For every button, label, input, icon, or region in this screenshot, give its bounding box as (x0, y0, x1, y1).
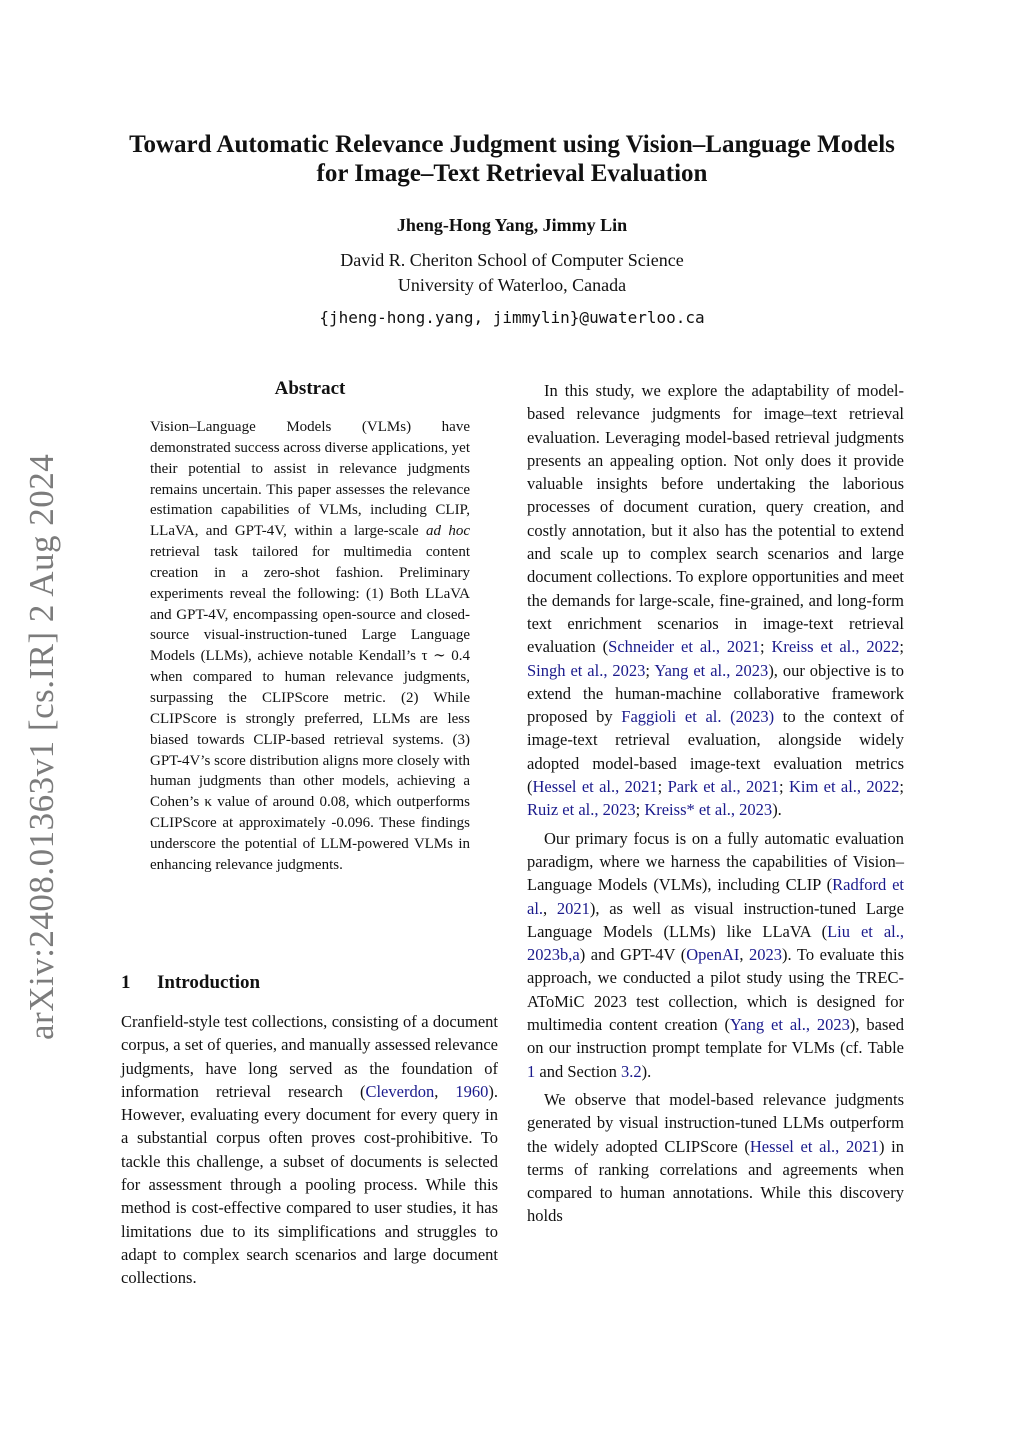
text-run: ), based on our instruction prompt template for VLMs (cf. Table (527, 1015, 904, 1058)
paper-title: Toward Automatic Relevance Judgment using Vision–Language Models for Image–Text Retrieval Evaluation (129, 131, 895, 187)
section-title: Introduction (157, 972, 261, 993)
citation-link[interactable]: Kreiss* et al., 2023 (644, 800, 773, 820)
citation-link[interactable]: Cleverdon (365, 1081, 435, 1101)
text-run: ). However, evaluating every document for every query in a substantial corpus often proves cost-prohibitive. To tackle this challenge, a subset of documents is selected for assessment through a pooling process. While this method is cost-effective compared to user studies, it has limitations due to its simplifications and struggles to adapt to complex search scenarios and large document collections. (121, 1081, 499, 1288)
text-run: ). (772, 800, 782, 820)
citation-link[interactable]: Ruiz et al., 2023 (527, 800, 636, 820)
text-run: ), as well as visual instruction-tuned Large Language Models (LLMs) like LLaVA ( (527, 898, 904, 941)
citation-link[interactable]: Yang et al., 2023 (730, 1015, 850, 1035)
citation-link[interactable]: Hessel et al., 2021 (749, 1136, 879, 1156)
arxiv-identifier: arXiv:2408.01363v1 [cs.IR] 2 Aug 2024 (22, 453, 61, 1040)
citation-link[interactable]: Hessel et al., 2021 (532, 777, 658, 797)
affiliation (112, 248, 912, 298)
abstract-part-2: retrieval task tailored for multimedia content creation in a zero-shot fashion. Preliminary experiments reveal the following: (1) Both LLaVA and GPT-4V, encompassing open-source and closed-source visual-instruction-tuned Large Language Models (LLMs), achieve notable Kendall’s τ ∼ 0.4 when compared to human relevance judgments, surpassing the CLIPScore metric. (2) While CLIPScore is strongly preferred, LLMs are less biased towards CLIP-based retrieval systems. (3) GPT-4V’s score distribution aligns more closely with human judgments than other models, achieving a Cohen’s κ value of around 0.08, which outperforms CLIPScore at approximately -0.096. These findings underscore the potential of LLM-powered VLMs in enhancing relevance judgments. (150, 544, 470, 873)
text-run: to the context of image-text retrieval evaluation, alongside widely adopted model-based image-text evaluation metrics ( (527, 707, 904, 797)
text-run: Cranfield-style test collections, consisting of a document corpus, a set of queries, and manually assessed relevance judgments, have long served as the foundation of information retrieval research ( (121, 1012, 498, 1101)
text-run: ) in terms of ranking correlations and agreements when compared to human annotations. While this discovery holds (527, 1136, 904, 1226)
affiliation-line-2: University of Waterloo, Canada (397, 275, 627, 295)
abstract-part-1: Vision–Language Models (VLMs) have demonstrated success across diverse applications, yet their potential to assist in relevance judgments remains uncertain. This paper assesses the relevance estimation capabilities of VLMs, including CLIP, LLaVA, and GPT-4V, within a large-scale (150, 419, 470, 540)
author-email: {jheng-hong.yang, jimmylin}@uwaterloo.ca (319, 308, 705, 327)
citation-link[interactable]: Schneider et al., 2021 (608, 637, 760, 657)
citation-link[interactable]: (2023) (730, 707, 775, 727)
citation-link[interactable]: Faggioli et al. (621, 707, 722, 727)
citation-link[interactable]: Liu et al., 2023b,a (527, 921, 904, 965)
intro-paragraph-4 (527, 1088, 904, 1228)
citation-link[interactable]: 1960 (455, 1081, 489, 1101)
abstract-ad-hoc: ad hoc (425, 523, 470, 540)
intro-paragraph-3: Our primary focus is on a fully automatic evaluation paradigm, where we harness the capabilities of Vision–Language Models (VLMs), including CLIP (Radford et al., 2021), as well as visual instruction-tuned Large Language Models (LLMs) like LLaVA (Liu et al., 2023b,a) and GPT-4V (OpenAI, 2023). To evaluate this approach, we conducted a pilot study using the TREC-AToMiC 2023 test collection, which is designed for multimedia content creation (Yang et al., 2023), based on our instruction prompt template for VLMs (cf. Table 1 and Section 3.2). (527, 828, 905, 1081)
intro-paragraph-2: In this study, we explore the adaptability of model-based relevance judgments for image–text retrieval evaluation. Leveraging model-based retrieval judgments presents an appealing option. Not only does it provide valuable insights before undertaking the laborious processes of document curation, query creation, and costly annotation, but it also has the potential to extend and scale up to complex search scenarios and large document collections. To explore opportunities and meet the demands for large-scale, fine-grained, and long-form text enrichment scenarios in image-text retrieval evaluation (Schneider et al., 2021; Kreiss et al., 2022; Singh et al., 2023; Yang et al., 2023), our objective is to extend the human-machine collaborative framework proposed by Faggioli et al. (2023) to the context of image-text retrieval evaluation, alongside widely adopted model-based image-text evaluation metrics (Hessel et al., 2021; Park et al., 2021; Kim et al., 2022; Ruiz et al., 2023; Kreiss* et al., 2023). (527, 381, 905, 820)
paper-authors: Jheng-Hong Yang, Jimmy Lin (396, 215, 628, 235)
citation-link[interactable]: 2023 (749, 945, 783, 965)
text-run: ). (641, 1061, 652, 1081)
text-run: Our primary focus is on a fully automatic evaluation paradigm, where we harness the capabilities of Vision–Language Models (VLMs), including CLIP ( (527, 828, 904, 895)
section-reference-link[interactable]: 3.2 (620, 1061, 642, 1081)
citation-link[interactable]: Singh et al., 2023 (527, 660, 646, 680)
text-run: ). To evaluate this approach, we conducted a pilot study using the TREC-AToMiC 2023 test collection, which is designed for multimedia content creation ( (527, 945, 905, 1035)
text-run: ) and GPT-4V ( (579, 945, 687, 965)
citation-link[interactable]: Park et al., 2021 (667, 777, 779, 797)
section-heading-introduction (121, 972, 260, 994)
affiliation-line-1: David R. Cheriton School of Computer Science (340, 250, 684, 270)
text-run: and Section (535, 1061, 621, 1081)
citation-link[interactable]: Yang et al., 2023 (654, 660, 769, 680)
text-run: , (434, 1081, 456, 1101)
right-column (527, 379, 904, 1228)
abstract-heading: Abstract (274, 378, 346, 399)
abstract-text (150, 417, 470, 876)
text-run: In this study, we explore the adaptability of model-based relevance judgments for image–text retrieval evaluation. Leveraging model-based retrieval judgments presents an appealing option. Not only does it provide valuable insights before undertaking the laborious processes of document curation, query creation, and costly annotation, but it also has the potential to extend and scale up to complex search scenarios and large document collections. To explore opportunities and meet the demands for large-scale, fine-grained, and long-form text enrichment scenarios in image-text retrieval evaluation ( (527, 381, 904, 657)
text-run: We observe that model-based relevance judgments generated by visual instruction-tuned LLMs outperform the widely adopted CLIPScore ( (527, 1089, 904, 1156)
section-number: 1 (121, 972, 131, 993)
citation-link[interactable]: OpenAI (686, 945, 740, 965)
citation-link[interactable]: Kim et al., 2022 (788, 777, 900, 797)
table-reference-link[interactable]: 1 (527, 1061, 536, 1081)
citation-link[interactable]: 2021 (556, 898, 590, 918)
citation-link[interactable]: Radford et al. (527, 875, 904, 918)
text-run: ), our objective is to extend the human-machine collaborative framework proposed by (527, 660, 905, 727)
citation-link[interactable]: Kreiss et al., 2022 (771, 637, 900, 657)
intro-paragraph-1 (121, 1010, 498, 1290)
